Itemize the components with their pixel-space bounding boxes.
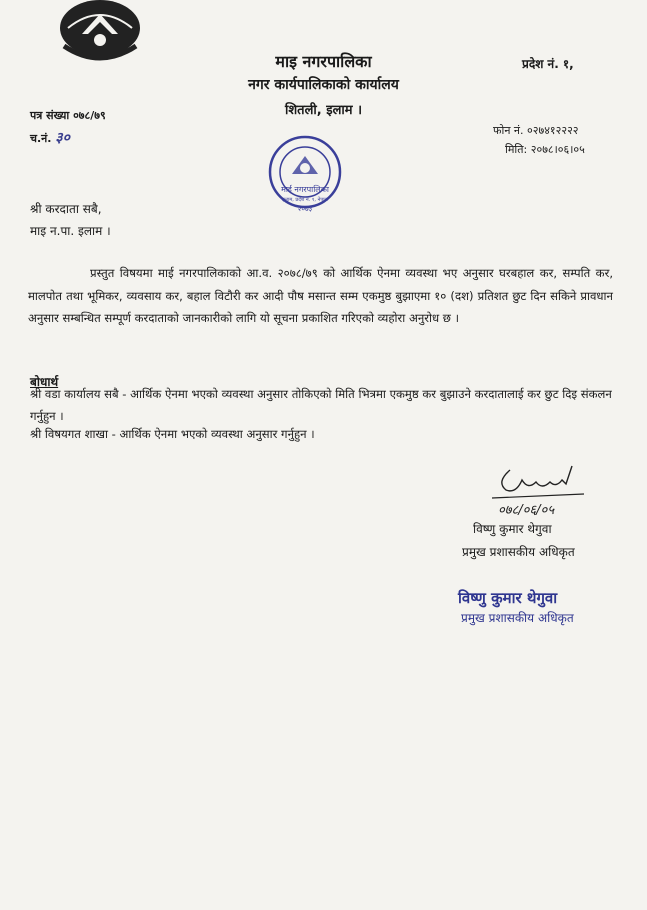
handwritten-signature bbox=[488, 460, 588, 522]
signatory-title: प्रमुख प्रशासकीय अधिकृत bbox=[462, 545, 575, 559]
office-location: शितली, इलाम । bbox=[284, 103, 363, 118]
office-round-stamp bbox=[262, 134, 348, 214]
letter-body: प्रस्तुत विषयमा माई नगरपालिकाको आ.व. २०७८/७९ को आर्थिक ऐनमा व्यवस्था भए अनुसार घरबहाल कर, सम्पति कर, मालपोत तथा भूमिकर, व्यवसाय कर, बहाल विटौरी कर आदी पौष मसान्त सम्म एकमुष्ठ बुझाएमा १० (दश) प्रतिशत छुट दिन सकिने प्रावधान अनुसार सम्बन्धित सम्पूर्ण करदाताको जानकारीको लागि यो सूचना प्रकाशित गरिएको व्यहोरा अनुरोध छ । bbox=[28, 266, 613, 325]
dispatch-value: ३० bbox=[55, 130, 70, 146]
recipient-line-2: माइ न.पा. इलाम । bbox=[30, 224, 111, 238]
office-name: माइ नगरपालिका bbox=[275, 52, 372, 71]
cc-heading: बोधार्थ bbox=[30, 375, 59, 389]
name-stamp-title: प्रमुख प्रशासकीय अधिकृत bbox=[461, 611, 574, 625]
letter-date: मिति: २०७८।०६।०५ bbox=[505, 143, 585, 156]
cc-item-ward-offices: श्री वडा कार्यालय सबै - आर्थिक ऐनमा भएको व्यवस्था अनुसार तोकिएको मिति भित्रमा एकमुष्ठ कर बुझाउने करदातालाई कर छुट दिइ संकलन गर्नुहुन । bbox=[30, 387, 612, 423]
signatory-name: विष्णु कुमार थेगुवा bbox=[473, 522, 552, 536]
stamp-year: २०७३ bbox=[297, 205, 313, 213]
signature-date: ०७८/०६/०५ bbox=[498, 503, 555, 518]
stamp-subtext: इलाम, प्रदेश नं. १, नेपाल bbox=[282, 197, 328, 203]
stamp-text: माई नगरपालिका bbox=[281, 185, 329, 194]
dispatch-number bbox=[30, 128, 70, 147]
office-subtitle: नगर कार्यपालिकाको कार्यालय bbox=[248, 77, 399, 93]
cc-item-sections: श्री विषयगत शाखा - आर्थिक ऐनमा भएको व्यवस्था अनुसार गर्नुहुन । bbox=[30, 427, 315, 441]
recipient-line-1: श्री करदाता सबै, bbox=[30, 202, 102, 216]
name-stamp-name: विष्णु कुमार थेगुवा bbox=[458, 589, 558, 607]
province-label: प्रदेश नं. १, bbox=[522, 57, 574, 71]
dispatch-label: च.नं. bbox=[30, 132, 52, 145]
reference-number: पत्र संख्या ०७८/७९ bbox=[30, 109, 106, 122]
phone-number: फोन नं. ०२७४१२२२२ bbox=[493, 124, 579, 137]
